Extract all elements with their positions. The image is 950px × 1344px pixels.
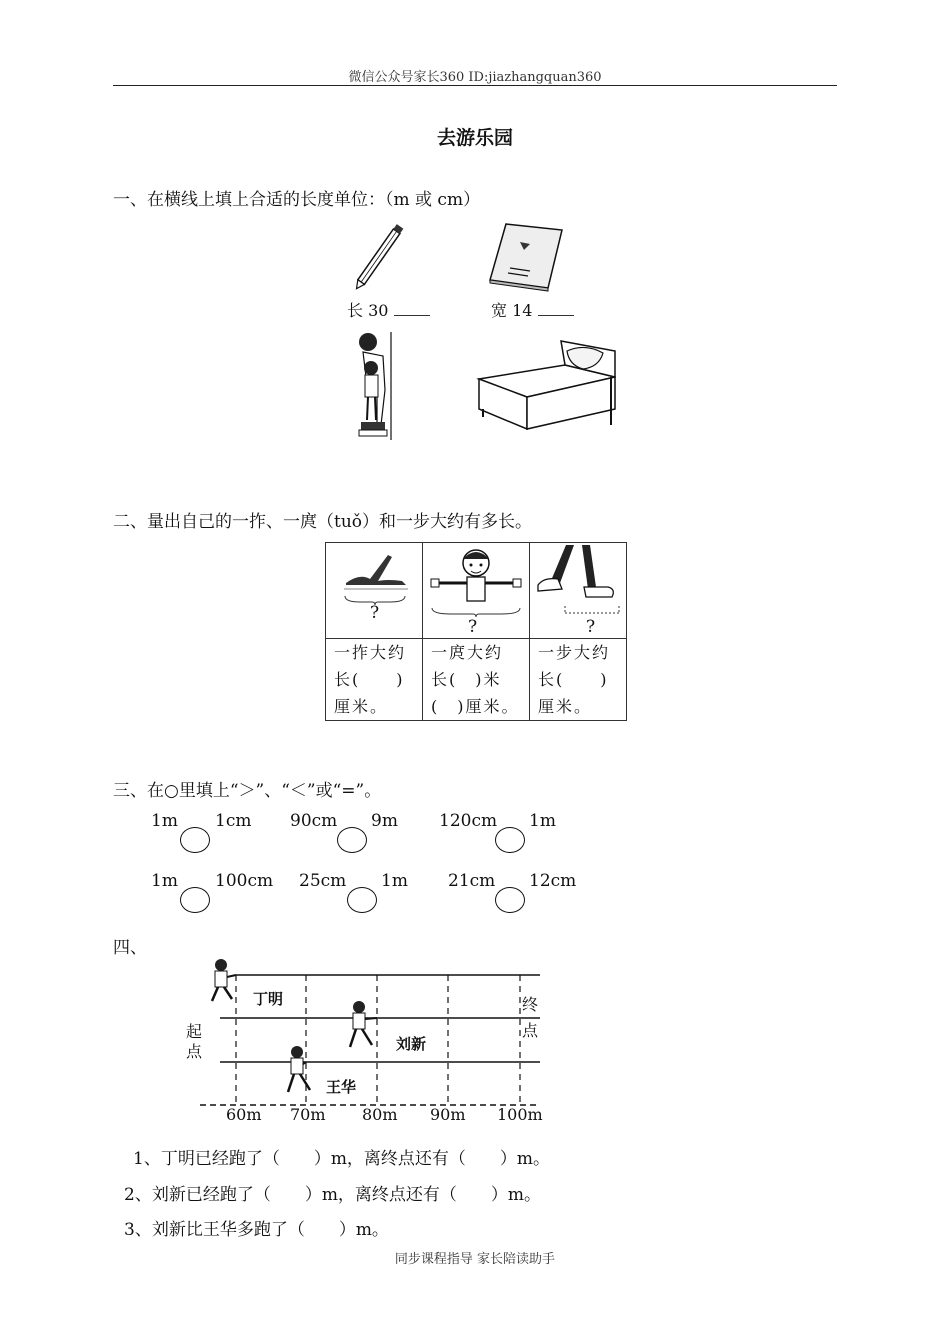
cell-step-text: 一步大约 长( ) 厘米。 xyxy=(530,639,627,721)
race-diagram xyxy=(180,955,550,1130)
cmp6-right: 12cm xyxy=(529,871,577,891)
q3-prompt: 三、在○里填上“＞”、“＜”或“=”。 xyxy=(113,781,382,801)
pencil-length-label: 长 30 xyxy=(347,298,430,321)
cmp1-circle[interactable] xyxy=(180,827,210,853)
book-width-label: 宽 14 xyxy=(491,298,574,321)
runner-icon-liuxin xyxy=(350,1001,377,1047)
page-title: 去游乐园 xyxy=(436,127,513,149)
page-header: 微信公众号家长360 ID:jiazhangquan360 xyxy=(348,70,602,85)
q4-sub1: 1、丁明已经跑了（ ）m，离终点还有（ ）m。 xyxy=(133,1149,551,1169)
runner-icon-wanghua xyxy=(288,1046,310,1092)
cmp2-left: 90cm xyxy=(290,811,338,831)
tick-label-100: 100m xyxy=(497,1105,543,1124)
tick-label-60: 60m xyxy=(226,1105,262,1124)
cmp5-left: 25cm xyxy=(299,871,347,891)
cmp4-left: 1m xyxy=(151,871,178,891)
runner-wanghua-label: 王华 xyxy=(326,1078,357,1096)
cmp3-right: 1m xyxy=(529,811,556,831)
cell-armspan-picture xyxy=(423,543,530,639)
boy-armspan-icon xyxy=(423,543,529,609)
runner-icon-dingming xyxy=(212,959,236,1001)
cell-span-picture xyxy=(326,543,423,639)
hand-span-icon xyxy=(326,543,422,603)
q4-sub2: 2、刘新已经跑了（ ）m，离终点还有（ ）m。 xyxy=(124,1185,542,1205)
header-rule xyxy=(113,85,837,86)
runner-liuxin-label: 刘新 xyxy=(396,1035,427,1053)
walking-step-icon xyxy=(530,543,626,607)
finish-label: 终 点 xyxy=(522,995,539,1040)
cmp4-right: 100cm xyxy=(215,871,274,891)
cmp6-circle[interactable] xyxy=(495,887,525,913)
step-brace xyxy=(564,605,620,617)
q4-label: 四、 xyxy=(113,938,147,958)
cmp1-right: 1cm xyxy=(215,811,252,831)
tick-label-70: 70m xyxy=(290,1105,326,1124)
book-illustration xyxy=(486,222,566,292)
cell-armspan-text: 一庹大约 长( )米 ( )厘米。 xyxy=(423,639,530,721)
pencil-illustration xyxy=(345,218,420,290)
cmp1-left: 1m xyxy=(151,811,178,831)
tick-label-90: 90m xyxy=(430,1105,466,1124)
armspan-question: ? xyxy=(468,617,478,637)
cmp2-right: 9m xyxy=(371,811,398,831)
page-footer: 同步课程指导 家长陪读助手 xyxy=(394,1252,556,1267)
cmp2-circle[interactable] xyxy=(337,827,367,853)
armspan-brace xyxy=(431,607,521,617)
start-label: 起 点 xyxy=(186,1022,203,1061)
bed-illustration xyxy=(475,337,620,432)
q4-sub3: 3、刘新比王华多跑了（ ）m。 xyxy=(124,1220,389,1240)
runner-dingming-label: 丁明 xyxy=(253,990,284,1008)
measure-table xyxy=(325,542,627,721)
cell-step-picture xyxy=(530,543,627,639)
tick-label-80: 80m xyxy=(362,1105,398,1124)
cell-span-text: 一拃大约 长( ) 厘米。 xyxy=(326,639,423,721)
cmp3-left: 120cm xyxy=(439,811,498,831)
q1-prompt: 一、在横线上填上合适的长度单位：（m 或 cm） xyxy=(113,190,481,210)
cmp3-circle[interactable] xyxy=(495,827,525,853)
cmp5-circle[interactable] xyxy=(347,887,377,913)
cmp5-right: 1m xyxy=(381,871,408,891)
cmp4-circle[interactable] xyxy=(180,887,210,913)
cmp6-left: 21cm xyxy=(448,871,496,891)
span-question: ? xyxy=(370,603,380,623)
q2-prompt: 二、量出自己的一拃、一庹（tuǒ）和一步大约有多长。 xyxy=(113,512,533,532)
child-height-illustration xyxy=(355,330,410,442)
step-question: ? xyxy=(586,617,596,637)
